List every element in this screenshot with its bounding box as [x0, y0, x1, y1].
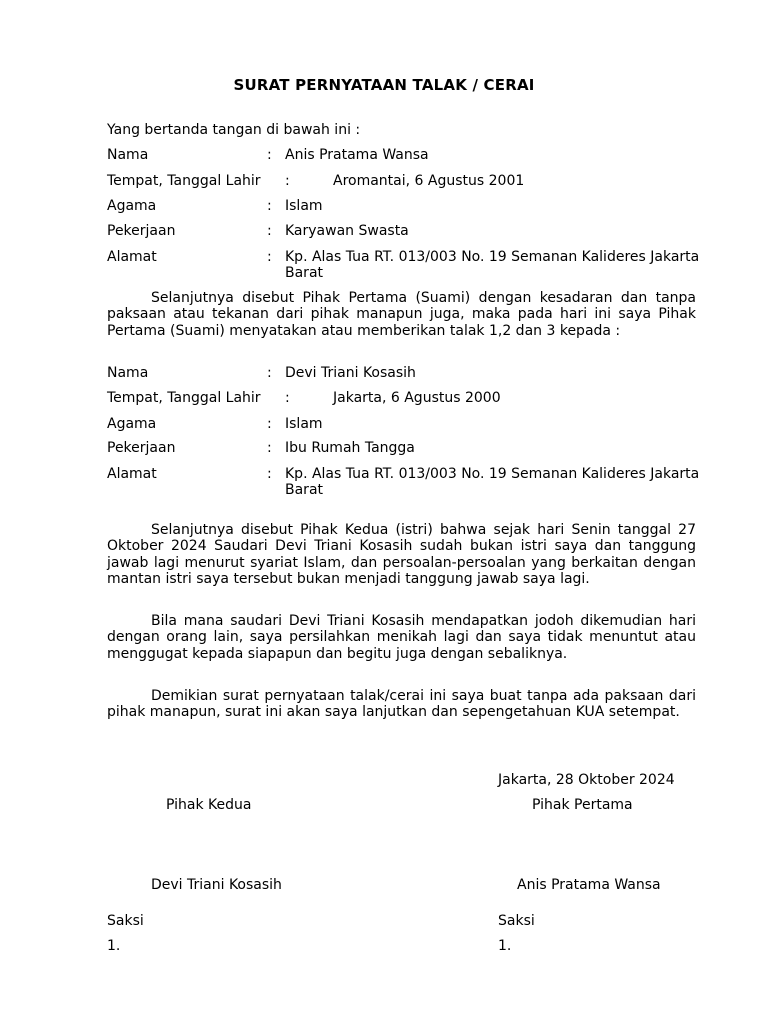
field-label: Alamat — [107, 466, 157, 482]
field-value: Devi Triani Kosasih — [285, 365, 416, 381]
place-date: Jakarta, 28 Oktober 2024 — [498, 772, 675, 788]
document-title: SURAT PERNYATAAN TALAK / CERAI — [233, 76, 535, 94]
field-label: Agama — [107, 416, 157, 432]
field-colon: : — [285, 173, 290, 189]
field-colon: : — [267, 440, 272, 456]
field-colon: : — [267, 147, 272, 163]
field-colon: : — [267, 249, 272, 265]
witness-label-right: Saksi — [498, 913, 535, 929]
second-party-signature-name: Devi Triani Kosasih — [151, 877, 282, 893]
paragraph-2-text: Selanjutnya disebut Pihak Kedua (istri) bahwa sejak hari Senin tanggal 27 Oktober 2024 Saudari Devi Triani Kosasih sudah bukan istri saya dan tanggung jawab lagi menurut syariat Islam, dan persoalan-persoalan yang berkaitan dengan mantan istri saya tersebut bukan menjadi tanggung jawab saya lagi. — [107, 522, 696, 587]
witness-number-right: 1. — [498, 938, 512, 954]
field-label: Pekerjaan — [107, 223, 176, 239]
second-party-role: Pihak Kedua — [166, 797, 252, 813]
field-label: Alamat — [107, 249, 157, 265]
first-party-signature-name: Anis Pratama Wansa — [517, 877, 661, 893]
field-colon: : — [267, 416, 272, 432]
field-label: Tempat, Tanggal Lahir — [107, 390, 261, 406]
paragraph-3 — [107, 613, 696, 662]
field-value: Jakarta, 6 Agustus 2000 — [333, 390, 501, 406]
paragraph-4 — [107, 688, 696, 721]
field-label: Nama — [107, 147, 149, 163]
paragraph-1 — [107, 290, 696, 339]
field-value: Islam — [285, 416, 323, 432]
field-colon: : — [267, 198, 272, 214]
field-value: Anis Pratama Wansa — [285, 147, 429, 163]
field-value: Islam — [285, 198, 323, 214]
intro-line: Yang bertanda tangan di bawah ini : — [107, 122, 361, 138]
field-colon: : — [267, 466, 272, 482]
field-colon: : — [267, 223, 272, 239]
paragraph-4-text: Demikian surat pernyataan talak/cerai ini saya buat tanpa ada paksaan dari pihak manapun, surat ini akan saya lanjutkan dan sepengetahuan KUA setempat. — [107, 688, 696, 721]
witness-number-left: 1. — [107, 938, 121, 954]
field-label: Agama — [107, 198, 157, 214]
paragraph-3-text: Bila mana saudari Devi Triani Kosasih mendapatkan jodoh dikemudian hari dengan orang lain, saya persilahkan menikah lagi dan saya tidak menuntut atau menggugat kepada siapapun dan begitu juga dengan sebaliknya. — [107, 613, 696, 662]
field-colon: : — [267, 365, 272, 381]
field-value: Kp. Alas Tua RT. 013/003 No. 19 Semanan Kalideres Jakarta Barat — [285, 466, 700, 498]
field-value: Ibu Rumah Tangga — [285, 440, 415, 456]
paragraph-1-text: Selanjutnya disebut Pihak Pertama (Suami) dengan kesadaran dan tanpa paksaan atau tekanan dari pihak manapun juga, maka pada hari ini saya Pihak Pertama (Suami) menyatakan atau memberikan talak 1,2 dan 3 kepada : — [107, 290, 696, 339]
field-label: Tempat, Tanggal Lahir — [107, 173, 261, 189]
paragraph-2 — [107, 522, 696, 587]
field-value: Kp. Alas Tua RT. 013/003 No. 19 Semanan Kalideres Jakarta Barat — [285, 249, 700, 281]
first-party-role: Pihak Pertama — [532, 797, 633, 813]
field-label: Pekerjaan — [107, 440, 176, 456]
field-value: Aromantai, 6 Agustus 2001 — [333, 173, 525, 189]
field-colon: : — [285, 390, 290, 406]
field-label: Nama — [107, 365, 149, 381]
field-value: Karyawan Swasta — [285, 223, 409, 239]
witness-label-left: Saksi — [107, 913, 144, 929]
